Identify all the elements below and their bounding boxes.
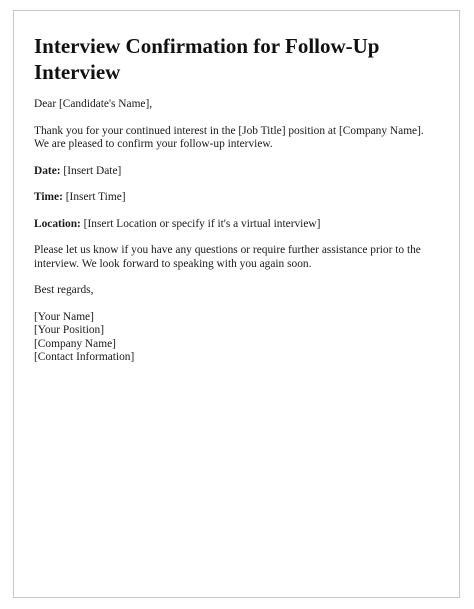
date-label: Date: bbox=[34, 164, 61, 177]
time-label: Time: bbox=[34, 191, 63, 203]
location-label: Location: bbox=[34, 217, 81, 230]
signature-position: [Your Position] bbox=[34, 324, 105, 336]
signature-name: [Your Name] bbox=[34, 310, 94, 323]
letter-title: Interview Confirmation for Follow-Up Interview bbox=[34, 34, 380, 84]
greeting: Dear [Candidate's Name], bbox=[34, 98, 153, 110]
closing-paragraph: Please let us know if you have any questions or require further assistance prior to the interview. We look forward to speaking with you again soon. bbox=[34, 244, 421, 270]
letter-page bbox=[13, 10, 460, 598]
date-line bbox=[34, 165, 439, 179]
location-value: [Insert Location or specify if it's a virtual interview] bbox=[80, 217, 321, 230]
time-value: [Insert Time] bbox=[62, 191, 126, 203]
location-line bbox=[34, 218, 439, 232]
signature-contact: [Contact Information] bbox=[34, 351, 135, 363]
time-line bbox=[34, 191, 439, 205]
signature-block bbox=[34, 311, 439, 365]
signature-company: [Company Name] bbox=[34, 337, 116, 350]
date-value: [Insert Date] bbox=[60, 164, 122, 177]
intro-paragraph: Thank you for your continued interest in the [Job Title] position at [Company Name]. We are pleased to confirm your follow-up interview. bbox=[34, 124, 424, 150]
sign-off: Best regards, bbox=[34, 284, 94, 296]
letter-content bbox=[34, 33, 439, 378]
